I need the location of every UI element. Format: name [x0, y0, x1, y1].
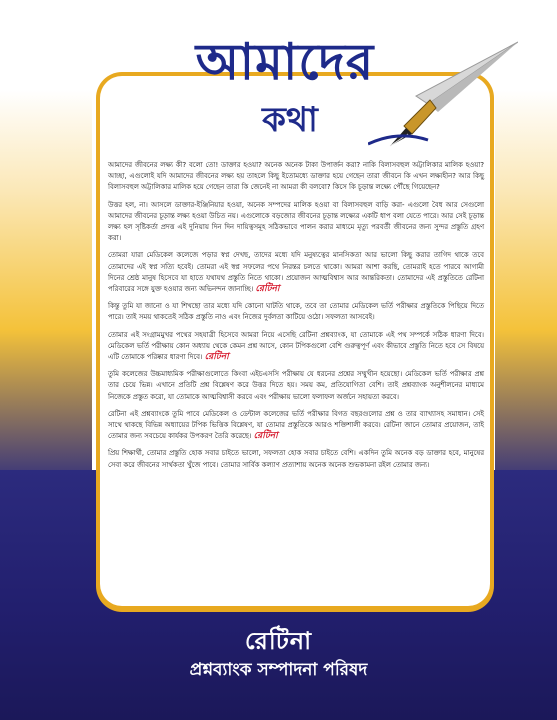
fountain-pen-icon: [368, 34, 518, 154]
paragraph-4: কিন্তু তুমি যা জানো ও যা শিখছো তার মধ্যে যদি কোনো ঘাটতি থাকে, তবে তা তোমার মেডিকেল ভর্তি পরীক্ষার প্রস্তুতিকে পিছিয়ে দিতে পারে। তাই সময় থাকতেই সঠিক প্রস্তুতি নাও এবং নিজের দুর্বলতা কাটিয়ে ওঠো। সফলতা আসবেই।: [108, 302, 484, 322]
paragraph-3: [108, 250, 484, 295]
footer-editorial-board: প্রশ্নব্যাংক সম্পাদনা পরিষদ: [189, 660, 368, 680]
footer-brand-logo: রেটিনা: [244, 627, 313, 655]
paragraph-1: আমাদের জীবনের লক্ষ্য কী? বলো তো! ডাক্তার হওয়া? অনেক অনেক টাকা উপার্জন করা? নাকি বিলাসবহুল অট্টালিকার মালিক হওয়া? আচ্ছা, এগুলোই যদি আমাদের জীবনের লক্ষ্য হয় তাহলে কিছু ইতোমধ্যে ডাক্তার হয়ে গেছেন তারা জীবনে কি এখন লক্ষ্যহীন? আর কিছু বিলাসবহুল অট্টালিকার মালিক হয়ে গেছেন তারা কি জেনেই না আমরা কী বলবো? কিসে কি চূড়ান্ত লক্ষ্যে পৌঁছে গিয়েছেন?: [108, 161, 484, 192]
paragraph-5: [108, 330, 484, 364]
body-text: [108, 160, 484, 477]
brand-mark: রেটিনা: [204, 352, 229, 363]
paragraph-3-text: তোমরা যারা মেডিকেল কলেজে পড়ার স্বপ্ন দেখছ, তাদের মধ্যে যদি মনুষ্যত্বের মানসিকতা আর ভালো কিছু করার তাগিদ থাকে তবে তোমাদের এই স্বপ্ন সত্যি হবেই। তোমরা এই স্বপ্ন সফলের পথে নিরন্তর চলতে থাকো। আমরা আশা করছি, তোমরাই হতে পারবে আগামী দিনের শ্রেষ্ঠ মানুষ হিসেবে যা হাতে যথাযথ প্রস্তুতি নিতে থাকো। প্রয়োজন আত্মবিশ্বাস আর আন্তরিকতা। তোমাদের এই প্রস্তুতিতে রেটিনা পরিবারের সঙ্গে যুক্ত হওয়ার জন্য অভিনন্দন জানাচ্ছি।: [108, 251, 484, 294]
page-subtitle: কথা: [262, 100, 318, 140]
brand-mark: রেটিনা: [255, 284, 280, 295]
paragraph-8: প্রিয় শিক্ষার্থী, তোমার প্রস্তুতি হোক সবার চাইতে ভালো, সফলতা হোক সবার চাইতে বেশি। একদিন তুমি অনেক বড় ডাক্তার হবে, মানুষের সেবা করে জীবনের সার্থকতা খুঁজে পাবে। তোমার সার্বিক কল্যাণ প্রত্যাশায় অনেক অনেক শুভকামনা রইল তোমার জন্য।: [108, 449, 484, 469]
left-decorative-band: [0, 90, 92, 490]
brand-mark: রেটিনা: [253, 431, 278, 442]
paragraph-7: [108, 409, 484, 443]
paragraph-5-text: তোমার এই সংগ্রামমুখর পথের সহযাত্রী হিসেবে আমরা নিয়ে এসেছি রেটিনা প্রশ্নব্যাংক, যা তোমাকে এই পথ সম্পর্কে সঠিক ধারণা দিবে। মেডিকেল ভর্তি পরীক্ষায় কোন অধ্যায় থেকে কেমন প্রশ্ন আসে, কোন টপিকগুলো বেশি গুরুত্বপূর্ণ এবং কীভাবে প্রস্তুতি নিতে হবে সে বিষয়ে এটি তোমাকে পরিষ্কার ধারণা দিবে।: [108, 330, 484, 362]
paragraph-2: উত্তর হল, না। আসলে ডাক্তার-ইঞ্জিনিয়ার হওয়া, অনেক সম্পদের মালিক হওয়া বা বিলাসবহুল বাড়ি করা- এগুলো বৈধ আর সেগুলো আমাদের জীবনের চূড়ান্ত লক্ষ্য হওয়া উচিত নয়। এগুলোকে বড়জোর জীবনের চূড়ান্ত লক্ষ্যের একটি ধাপ বলা যেতে পারে। আর সেই চূড়ান্ত লক্ষ্য হল সৃষ্টিকর্তা প্রদত্ত এই দুনিয়ায় দিন দিন দায়িত্বসমূহ সঠিকভাবে পালন করার মাধ্যমে মৃত্যু পরবর্তী জীবনের জন্য সুন্দর প্রস্তুতি গ্রহণ করা।: [108, 200, 484, 243]
paragraph-6: তুমি কলেজের উচ্চমাধ্যমিক পরীক্ষাগুলোতে কিংবা এইচএসসি পরীক্ষায় যে ধরনের প্রশ্নের সম্মুখীন হয়েছো। মেডিকেল ভর্তি পরীক্ষার প্রশ্ন তার চেয়ে ভিন্ন। এখানে প্রতিটি প্রশ্ন বিশ্লেষণ করে উত্তর দিতে হয়। সময় কম, প্রতিযোগিতা বেশি। তাই প্রশ্নব্যাংক অনুশীলনের মাধ্যমে নিজেকে প্রস্তুত করো, যা তোমাকে আত্মবিশ্বাসী করবে এবং পরীক্ষায় ভালো ফলাফল অর্জনে সহায়তা করবে।: [108, 370, 484, 401]
paragraph-7-text: রেটিনা এই প্রশ্নব্যাংকে তুমি পাবে মেডিকেল ও ডেন্টাল কলেজের ভর্তি পরীক্ষার বিগত বছরগুলোর প্রশ্ন ও তার ব্যাখ্যাসহ সমাধান। সেই সাথে থাকছে বিভিন্ন অধ্যায়ের টপিক ভিত্তিক বিশ্লেষণ, যা তোমার প্রস্তুতিকে আরও শক্তিশালী করবে। রেটিনা জানে তোমার প্রয়োজন, তাই তোমার জন্য সবচেয়ে কার্যকর উপকরণ তৈরি করেছে।: [108, 409, 484, 441]
page-title: আমাদের: [195, 32, 375, 91]
